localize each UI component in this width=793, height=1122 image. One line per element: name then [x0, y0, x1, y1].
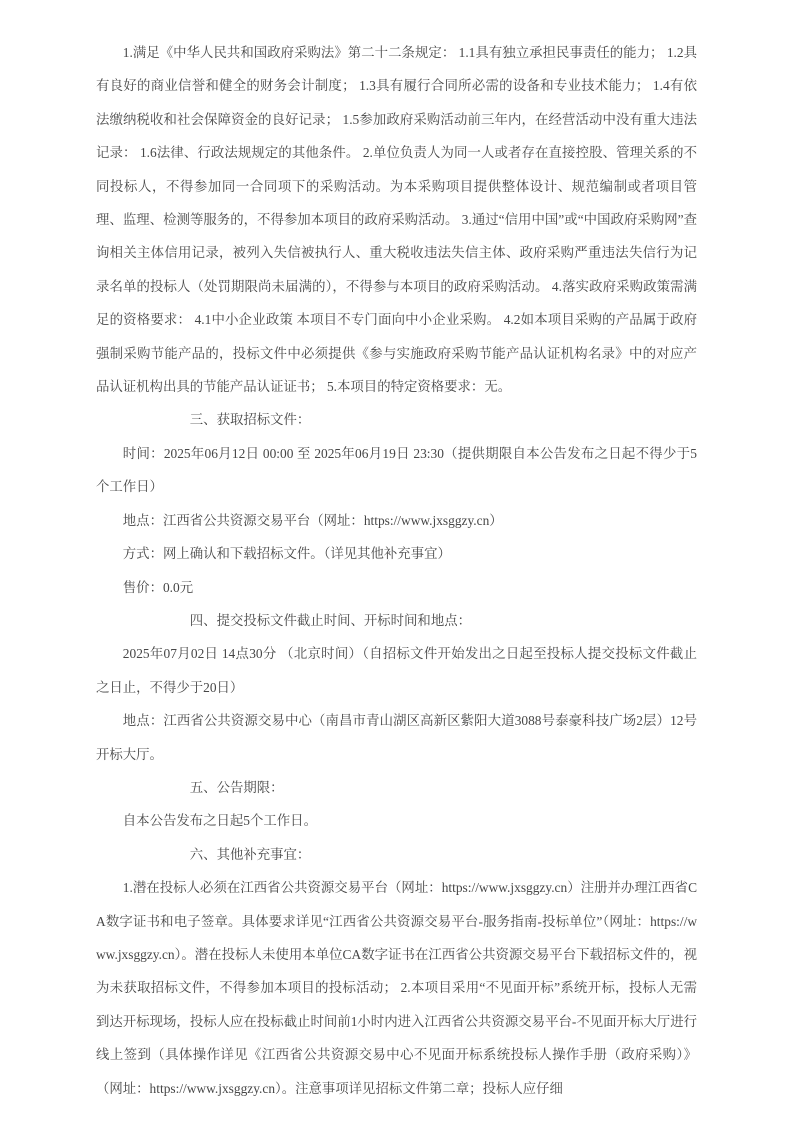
section-submission-deadline-heading: 四、提交投标文件截止时间、开标时间和地点：	[189, 612, 471, 628]
section-announcement-period-heading: 五、公告期限：	[189, 779, 284, 795]
obtain-time-text: 时间：2025年06月12日 00:00 至 2025年06月19日 23:30（提供期限自本公告发布之日起不得少于5个工作日）	[96, 445, 697, 495]
qualification-requirements-text: 1.满足《中华人民共和国政府采购法》第二十二条规定： 1.1具有独立承担民事责任的能力； 1.2具有良好的商业信誉和健全的财务会计制度； 1.3具有履行合同所必需的设备和专业技术能力； 1.4有依法缴纳税收和社会保障资金的良好记录； 1.5参加政府采购活动前三年内，在经营活动中没有重大违法记录： 1.6法律、行政法规规定的其他条件。 2.单位负责人为同一人或者存在直接控股、管理关系的不同投标人，不得参加同一合同项下的采购活动。为本采购项目提供整体设计、规范编制或者项目管理、监理、检测等服务的，不得参加本项目的政府采购活动。 3.通过“信用中国”或“中国政府采购网”查询相关主体信用记录，被列入失信被执行人、重大税收违法失信主体、政府采购严重违法失信行为记录名单的投标人（处罚期限尚未届满的），不得参与本项目的政府采购活动。 4.落实政府采购政策需满足的资格要求： 4.1中小企业政策 本项目不专门面向中小企业采购。 4.2如本项目采购的产品属于政府强制采购节能产品的，投标文件中必须提供《参与实施政府采购节能产品认证机构名录》中的对应产品认证机构出具的节能产品认证证书； 5.本项目的特定资格要求：无。	[96, 45, 697, 395]
bid-opening-location-text: 地点：江西省公共资源交易中心（南昌市青山湖区高新区紫阳大道3088号泰豪科技广场2层）12号开标大厅。	[96, 713, 697, 762]
section-other-matters-heading: 六、其他补充事宜：	[189, 846, 311, 862]
other-matters-text: 1.潜在投标人必须在江西省公共资源交易平台（网址：https://www.jxsggzy.cn）注册并办理江西省CA数字证书和电子签章。具体要求详见“江西省公共资源交易平台-服务指南-投标单位”（网址：https://www.jxsggzy.cn）。潜在投标人未使用本单位CA数字证书在江西省公共资源交易平台下载招标文件的，视为未获取招标文件，不得参加本项目的投标活动； 2.本项目采用“不见面开标”系统开标，投标人无需到达开标现场，投标人应在投标截止时间前1小时内进入江西省公共资源交易平台-不见面开标大厅进行线上签到（具体操作详见《江西省公共资源交易中心不见面开标系统投标人操作手册（政府采购）》（网址：https://www.jxsggzy.cn）。注意事项详见招标文件第二章；投标人应仔细	[96, 880, 697, 1096]
announcement-period-text: 自本公告发布之日起5个工作日。	[122, 813, 317, 829]
section-obtain-bidding-documents-heading: 三、获取招标文件：	[189, 412, 311, 428]
obtain-method-text: 方式：网上确认和下载招标文件。（详见其他补充事宜）	[122, 546, 451, 562]
document-body	[96, 36, 697, 1105]
document-price-text: 售价：0.0元	[122, 579, 194, 595]
obtain-location-text: 地点：江西省公共资源交易平台（网址：https://www.jxsggzy.cn）	[122, 512, 503, 528]
deadline-time-text: 2025年07月02日 14点30分 （北京时间）（自招标文件开始发出之日起至投标人提交投标文件截止之日止，不得少于20日）	[96, 646, 697, 695]
